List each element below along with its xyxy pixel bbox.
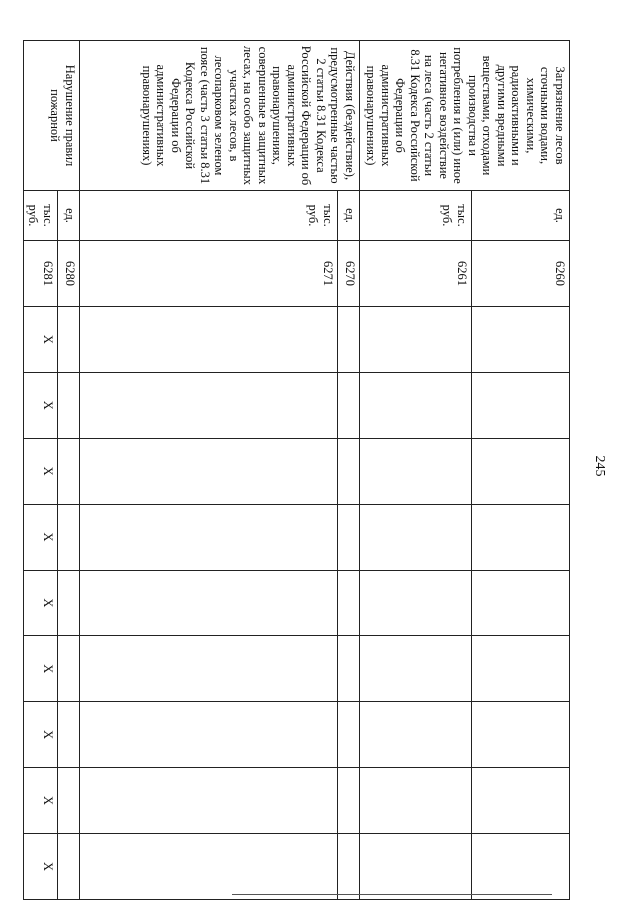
page-number: 245 [592, 455, 607, 477]
page-bottom-rule [232, 894, 552, 895]
data-cell [58, 307, 80, 373]
unit-cell: ед. [58, 191, 80, 241]
data-cell [338, 768, 360, 834]
data-cell [58, 702, 80, 768]
code-cell: 6271 [80, 241, 338, 307]
data-cell [472, 372, 570, 438]
row-description: Загрязнение лесов сточными водами, химическими, радиоактивными и другими вредными веществами, отходами производства и потребления и (или) иное негативное воздействие на леса (часть 2 статьи 8.31 Кодекса Российской Федерации об административных правонарушениях) [360, 41, 570, 191]
data-cell [80, 307, 338, 373]
data-cell [472, 307, 570, 373]
data-cell [338, 372, 360, 438]
unit-cell: тыс. руб. [24, 191, 58, 241]
data-cell [58, 438, 80, 504]
data-cell [360, 702, 472, 768]
rotated-table-wrapper [26, 40, 570, 900]
data-cell [58, 834, 80, 900]
cross-mark-cell: Х [24, 702, 58, 768]
data-cell [360, 570, 472, 636]
cross-mark-cell: Х [24, 570, 58, 636]
data-cell [338, 307, 360, 373]
table-row [58, 41, 80, 900]
data-cell [338, 438, 360, 504]
data-cell [58, 768, 80, 834]
code-cell: 6280 [58, 241, 80, 307]
code-cell: 6270 [338, 241, 360, 307]
data-cell [472, 504, 570, 570]
data-cell [360, 372, 472, 438]
data-cell [472, 702, 570, 768]
unit-cell: ед. [338, 191, 360, 241]
cross-mark-cell: Х [24, 504, 58, 570]
data-cell [360, 504, 472, 570]
table-row [338, 41, 360, 900]
data-cell [80, 372, 338, 438]
data-cell [360, 307, 472, 373]
unit-cell: ед. [472, 191, 570, 241]
data-cell [338, 702, 360, 768]
code-cell: 6281 [24, 241, 58, 307]
data-cell [80, 570, 338, 636]
data-cell [472, 438, 570, 504]
data-cell [80, 636, 338, 702]
forest-violations-table [23, 40, 570, 900]
data-cell [58, 504, 80, 570]
data-cell [80, 834, 338, 900]
cross-mark-cell: Х [24, 768, 58, 834]
data-cell [80, 504, 338, 570]
cross-mark-cell: Х [24, 307, 58, 373]
row-description: Действия (бездействие), предусмотренные частью 2 статьи 8.31 Кодекса Российской Федерации об административных правонарушениях, совершенные в защитных лесах, на особо защитных участках лесов, в лесопарковом зеленом поясе (часть 3 статьи 8.31 Кодекса Российской Федерации об административных правонарушениях) [80, 41, 360, 191]
data-cell [360, 636, 472, 702]
row-description: Нарушение правил пожарной [24, 41, 80, 191]
cross-mark-cell: Х [24, 636, 58, 702]
data-cell [472, 570, 570, 636]
data-cell [80, 768, 338, 834]
data-cell [472, 768, 570, 834]
data-cell [472, 636, 570, 702]
data-cell [58, 372, 80, 438]
data-cell [338, 504, 360, 570]
code-cell: 6261 [360, 241, 472, 307]
data-cell [472, 834, 570, 900]
unit-cell: тыс. руб. [360, 191, 472, 241]
data-cell [80, 438, 338, 504]
data-cell [338, 834, 360, 900]
code-cell: 6260 [472, 241, 570, 307]
unit-cell: тыс. руб. [80, 191, 338, 241]
data-cell [338, 636, 360, 702]
data-cell [58, 570, 80, 636]
data-cell [360, 438, 472, 504]
table-row [472, 41, 570, 900]
data-cell [80, 702, 338, 768]
data-cell [360, 834, 472, 900]
data-cell [360, 768, 472, 834]
cross-mark-cell: Х [24, 834, 58, 900]
data-cell [58, 636, 80, 702]
cross-mark-cell: Х [24, 372, 58, 438]
data-cell [338, 570, 360, 636]
cross-mark-cell: Х [24, 438, 58, 504]
